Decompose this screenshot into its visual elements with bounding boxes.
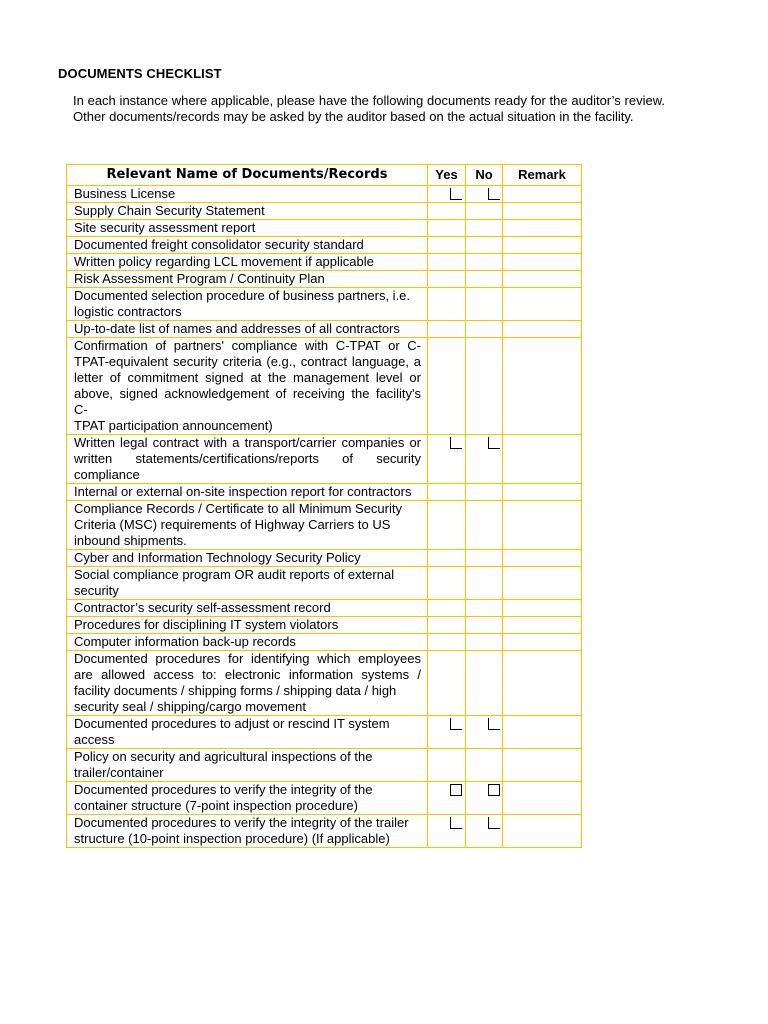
remark-cell[interactable] bbox=[503, 220, 582, 237]
table-row bbox=[67, 288, 582, 321]
checkbox-icon[interactable] bbox=[488, 817, 500, 829]
document-name: Documented procedures to verify the integrity of the container structure (7-point inspection procedure) bbox=[67, 782, 428, 815]
document-name: Computer information back-up records bbox=[67, 634, 428, 651]
remark-cell[interactable] bbox=[503, 782, 582, 815]
table-header-row bbox=[67, 165, 582, 186]
remark-cell[interactable] bbox=[503, 203, 582, 220]
checkbox-icon[interactable] bbox=[450, 437, 462, 449]
document-name: Policy on security and agricultural inspections of the trailer/container bbox=[67, 749, 428, 782]
table-row bbox=[67, 716, 582, 749]
remark-cell[interactable] bbox=[503, 338, 582, 435]
no-cell[interactable] bbox=[466, 749, 503, 782]
remark-cell[interactable] bbox=[503, 716, 582, 749]
no-cell[interactable] bbox=[466, 271, 503, 288]
intro-paragraph: In each instance where applicable, please have the following documents ready for the auditor’s review. Other documents/records may be asked by the auditor based on the actual situation in the facility. bbox=[73, 93, 665, 124]
header-no: No bbox=[466, 165, 503, 186]
no-cell[interactable] bbox=[466, 484, 503, 501]
remark-cell[interactable] bbox=[503, 567, 582, 600]
yes-cell[interactable] bbox=[428, 749, 466, 782]
remark-cell[interactable] bbox=[503, 484, 582, 501]
remark-cell[interactable] bbox=[503, 634, 582, 651]
table-row bbox=[67, 254, 582, 271]
yes-cell[interactable] bbox=[428, 254, 466, 271]
yes-cell[interactable] bbox=[428, 600, 466, 617]
table-row bbox=[67, 600, 582, 617]
no-cell[interactable] bbox=[466, 220, 503, 237]
remark-cell[interactable] bbox=[503, 501, 582, 550]
table-row bbox=[67, 501, 582, 550]
table-row bbox=[67, 651, 582, 716]
yes-cell[interactable] bbox=[428, 220, 466, 237]
table-row bbox=[67, 782, 582, 815]
yes-cell[interactable] bbox=[428, 617, 466, 634]
no-cell[interactable] bbox=[466, 435, 503, 484]
no-cell[interactable] bbox=[466, 716, 503, 749]
header-name: Relevant Name of Documents/Records bbox=[67, 165, 428, 186]
header-yes: Yes bbox=[428, 165, 466, 186]
no-cell[interactable] bbox=[466, 186, 503, 203]
no-cell[interactable] bbox=[466, 550, 503, 567]
document-name: Up-to-date list of names and addresses of all contractors bbox=[67, 321, 428, 338]
table-row bbox=[67, 634, 582, 651]
no-cell[interactable] bbox=[466, 651, 503, 716]
document-name: Documented procedures to verify the integrity of the trailer structure (10-point inspection procedure) (If applicable) bbox=[67, 815, 428, 848]
remark-cell[interactable] bbox=[503, 237, 582, 254]
yes-cell[interactable] bbox=[428, 651, 466, 716]
header-remark: Remark bbox=[503, 165, 582, 186]
checkbox-icon[interactable] bbox=[488, 437, 500, 449]
document-name: Internal or external on-site inspection report for contractors bbox=[67, 484, 428, 501]
checkbox-icon[interactable] bbox=[488, 188, 500, 200]
document-name: Procedures for disciplining IT system violators bbox=[67, 617, 428, 634]
yes-cell[interactable] bbox=[428, 550, 466, 567]
document-name: Compliance Records / Certificate to all Minimum Security Criteria (MSC) requirements of Highway Carriers to US inbound shipments. bbox=[67, 501, 428, 550]
remark-cell[interactable] bbox=[503, 321, 582, 338]
yes-cell[interactable] bbox=[428, 815, 466, 848]
document-name: Documented procedures for identifying which employees are allowed access to: electronic information systems / facility documents / shipping forms / shipping data / high security seal / shipping/cargo movement bbox=[67, 651, 428, 716]
yes-cell[interactable] bbox=[428, 716, 466, 749]
remark-cell[interactable] bbox=[503, 254, 582, 271]
document-name: Cyber and Information Technology Security Policy bbox=[67, 550, 428, 567]
page-title: DOCUMENTS CHECKLIST bbox=[58, 66, 222, 81]
no-cell[interactable] bbox=[466, 567, 503, 600]
table-row bbox=[67, 220, 582, 237]
remark-cell[interactable] bbox=[503, 749, 582, 782]
yes-cell[interactable] bbox=[428, 338, 466, 435]
yes-cell[interactable] bbox=[428, 271, 466, 288]
checkbox-icon[interactable] bbox=[488, 718, 500, 730]
no-cell[interactable] bbox=[466, 338, 503, 435]
remark-cell[interactable] bbox=[503, 600, 582, 617]
document-name: Risk Assessment Program / Continuity Plan bbox=[67, 271, 428, 288]
no-cell[interactable] bbox=[466, 237, 503, 254]
table-row bbox=[67, 186, 582, 203]
yes-cell[interactable] bbox=[428, 435, 466, 484]
table-row bbox=[67, 321, 582, 338]
document-name: Documented selection procedure of business partners, i.e. logistic contractors bbox=[67, 288, 428, 321]
no-cell[interactable] bbox=[466, 254, 503, 271]
yes-cell[interactable] bbox=[428, 501, 466, 550]
table-row bbox=[67, 550, 582, 567]
yes-cell[interactable] bbox=[428, 634, 466, 651]
checkbox-icon[interactable] bbox=[450, 817, 462, 829]
yes-cell[interactable] bbox=[428, 484, 466, 501]
document-name: Written legal contract with a transport/carrier companies or written statements/certifications/reports of security compliance bbox=[67, 435, 428, 484]
table-row bbox=[67, 237, 582, 254]
table-row bbox=[67, 271, 582, 288]
document-name: Contractor’s security self-assessment record bbox=[67, 600, 428, 617]
yes-cell[interactable] bbox=[428, 288, 466, 321]
document-name: Social compliance program OR audit reports of external security bbox=[67, 567, 428, 600]
no-cell[interactable] bbox=[466, 815, 503, 848]
documents-checklist-table bbox=[66, 164, 582, 848]
yes-cell[interactable] bbox=[428, 186, 466, 203]
document-name: Documented freight consolidator security standard bbox=[67, 237, 428, 254]
table-row bbox=[67, 338, 582, 435]
remark-cell[interactable] bbox=[503, 815, 582, 848]
checkbox-icon[interactable] bbox=[450, 784, 462, 796]
table-row bbox=[67, 567, 582, 600]
remark-cell[interactable] bbox=[503, 550, 582, 567]
remark-cell[interactable] bbox=[503, 435, 582, 484]
no-cell[interactable] bbox=[466, 501, 503, 550]
no-cell[interactable] bbox=[466, 203, 503, 220]
table-row bbox=[67, 749, 582, 782]
table-row bbox=[67, 815, 582, 848]
document-name: Confirmation of partners' compliance with C-TPAT or C- TPAT-equivalent security criteria (e.g., contract language, a letter of commitment signed at the management level or above, signed acknowledgement of receiving the facility's C- TPAT participation announcement) bbox=[67, 338, 428, 435]
no-cell[interactable] bbox=[466, 782, 503, 815]
document-name: Written policy regarding LCL movement if applicable bbox=[67, 254, 428, 271]
table-row bbox=[67, 617, 582, 634]
yes-cell[interactable] bbox=[428, 203, 466, 220]
remark-cell[interactable] bbox=[503, 651, 582, 716]
table-row bbox=[67, 484, 582, 501]
checkbox-icon[interactable] bbox=[488, 784, 500, 796]
yes-cell[interactable] bbox=[428, 782, 466, 815]
checkbox-icon[interactable] bbox=[450, 718, 462, 730]
remark-cell[interactable] bbox=[503, 271, 582, 288]
no-cell[interactable] bbox=[466, 634, 503, 651]
yes-cell[interactable] bbox=[428, 567, 466, 600]
no-cell[interactable] bbox=[466, 321, 503, 338]
table-row bbox=[67, 435, 582, 484]
table-row bbox=[67, 203, 582, 220]
document-name: Supply Chain Security Statement bbox=[67, 203, 428, 220]
document-name: Business License bbox=[67, 186, 428, 203]
checkbox-icon[interactable] bbox=[450, 188, 462, 200]
yes-cell[interactable] bbox=[428, 237, 466, 254]
no-cell[interactable] bbox=[466, 600, 503, 617]
no-cell[interactable] bbox=[466, 288, 503, 321]
remark-cell[interactable] bbox=[503, 186, 582, 203]
no-cell[interactable] bbox=[466, 617, 503, 634]
remark-cell[interactable] bbox=[503, 617, 582, 634]
document-name: Site security assessment report bbox=[67, 220, 428, 237]
remark-cell[interactable] bbox=[503, 288, 582, 321]
document-name: Documented procedures to adjust or rescind IT system access bbox=[67, 716, 428, 749]
yes-cell[interactable] bbox=[428, 321, 466, 338]
